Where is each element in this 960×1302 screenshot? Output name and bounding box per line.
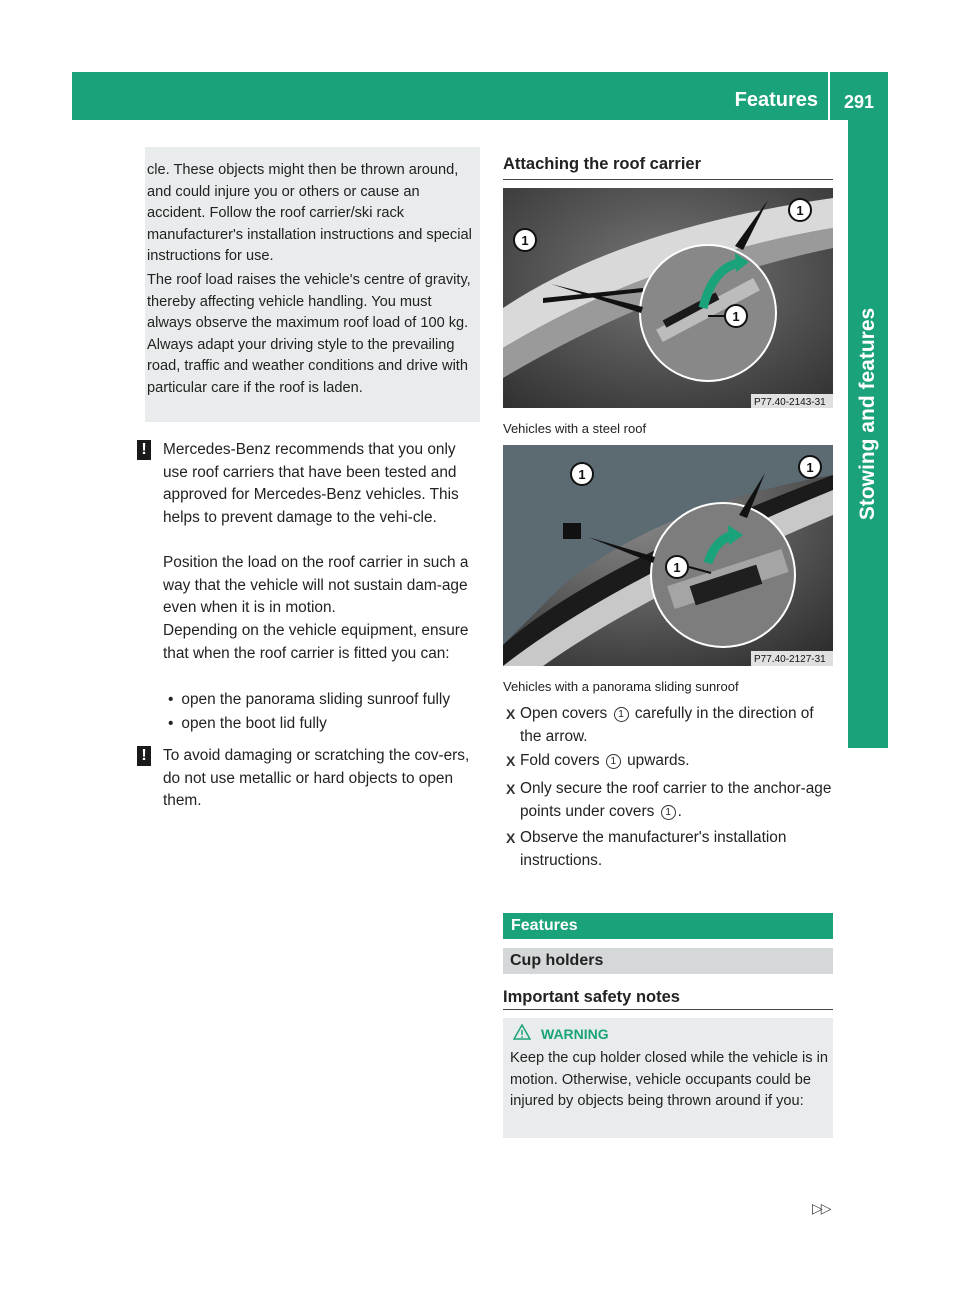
- list-item: • open the boot lid fully: [168, 715, 327, 732]
- figure-callout: 1: [732, 309, 740, 324]
- figure-callout: 1: [806, 460, 814, 475]
- figure-code: P77.40-2143-31: [754, 397, 826, 408]
- warning-paragraph: cle. These objects might then be thrown around, and could injure you or others or cause an accident. Follow the roof carrier/ski rack manufacturer's installation instructions and special instructions for use.: [147, 162, 472, 264]
- steel-roof-illustration: [503, 188, 833, 408]
- figure-code: P77.40-2127-31: [754, 654, 826, 665]
- section-bar-cup-holders: [503, 948, 833, 974]
- side-tab-marker: [848, 708, 888, 748]
- subsection-heading: Important safety notes: [503, 988, 680, 1006]
- header-divider: [828, 72, 830, 120]
- warning-box: [503, 1018, 833, 1138]
- step-marker-icon: X: [506, 706, 516, 722]
- note-paragraph: Mercedes-Benz recommends that you only use roof carriers that have been tested and approved for Mercedes-Benz vehicles. This helps to prevent damage to the vehi-cle.: [163, 441, 459, 526]
- page-number: 291: [843, 92, 874, 112]
- callout-ref: 1: [661, 805, 676, 820]
- callout-ref: 1: [614, 707, 629, 722]
- warning-paragraph: The roof load raises the vehicle's centre of gravity, thereby affecting vehicle handling. You must always observe the maximum roof load of 100 kg. Always adapt your driving style to the prevailing road, traffic and weather conditions and drive with particular care if the roof is laden.: [147, 272, 471, 396]
- note-paragraph: Position the load on the roof carrier in such a way that the vehicle will not sustain dam-age even when it is in motion.: [163, 554, 469, 617]
- callout-ref: 1: [606, 754, 621, 769]
- note-paragraph: To avoid damaging or scratching the cov-ers, do not use metallic or hard objects to open them.: [163, 747, 470, 810]
- header-title: Features: [734, 89, 818, 111]
- instruction-step: X Only secure the roof carrier to the anchor-age points under covers 1 .: [506, 780, 832, 820]
- side-tab: [848, 120, 888, 708]
- list-item: • open the panorama sliding sunroof fully: [168, 691, 451, 708]
- heading-rule: [503, 1009, 833, 1010]
- instruction-step: X Open covers 1 carefully in the direction of the arrow.: [506, 705, 814, 745]
- section-heading: Attaching the roof carrier: [503, 155, 702, 173]
- section-bar-label: Features: [511, 917, 578, 934]
- warning-text: Keep the cup holder closed while the vehicle is in motion. Otherwise, vehicle occupants could be injured by objects being thrown around if you:: [510, 1050, 829, 1109]
- figure-caption: Vehicles with a panorama sliding sunroof: [503, 679, 739, 694]
- continue-arrow-icon: ▷▷: [812, 1200, 830, 1216]
- page-header: [72, 72, 888, 120]
- figure-panorama-roof: [503, 445, 833, 666]
- warning-triangle-icon: [513, 1024, 531, 1040]
- side-tab-label: Stowing and features: [856, 307, 879, 521]
- warning-title: WARNING: [541, 1026, 609, 1042]
- section-bar-features: [503, 913, 833, 939]
- note-icon: !: [137, 746, 151, 766]
- bullet-icon: •: [168, 715, 174, 732]
- figure-callout: 1: [521, 233, 529, 248]
- panorama-roof-illustration: [503, 445, 833, 666]
- note-icon: !: [137, 440, 151, 460]
- step-marker-icon: X: [506, 830, 516, 846]
- figure-steel-roof: [503, 188, 833, 408]
- instruction-step: X Observe the manufacturer's installation instructions.: [506, 829, 787, 869]
- heading-rule: [503, 179, 833, 180]
- figure-callout: 1: [578, 467, 586, 482]
- bullet-icon: •: [168, 691, 174, 708]
- note-paragraph: Depending on the vehicle equipment, ensure that when the roof carrier is fitted you can:: [163, 622, 469, 662]
- instruction-step: X Fold covers 1 upwards.: [506, 750, 836, 773]
- section-bar-label: Cup holders: [510, 952, 604, 969]
- step-marker-icon: X: [506, 781, 516, 797]
- figure-callout: 1: [673, 560, 681, 575]
- figure-caption: Vehicles with a steel roof: [503, 421, 647, 436]
- step-marker-icon: X: [506, 753, 516, 769]
- figure-callout: 1: [796, 203, 804, 218]
